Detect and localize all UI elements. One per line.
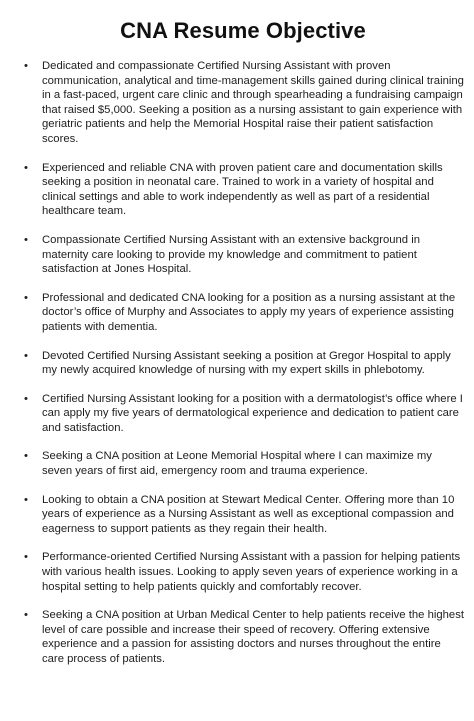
bullet-icon: • xyxy=(24,60,28,72)
bullet-icon: • xyxy=(24,392,28,405)
objective-text: Devoted Certified Nursing Assistant seeking a position at Gregor Hospital to apply my newly acquired knowledge of nursing with my expert skills in phlebotomy. xyxy=(42,349,451,377)
bullet-icon: • xyxy=(24,233,28,246)
page-title: CNA Resume Objective xyxy=(120,18,366,43)
bullet-icon: • xyxy=(24,291,28,304)
bullet-icon: • xyxy=(24,161,28,174)
list-item xyxy=(22,349,464,378)
objective-text: Dedicated and compassionate Certified Nursing Assistant with proven communication, analytical and time-management skills gained during clinical training in a fast-paced, urgent care clinic and through spearheading a fundraising campaign that raised $5,000. Seeking a position as a nursing assistant to gain experience with geriatric patients and help the Memorial Hospital raise their patient satisfaction scores. xyxy=(42,60,464,145)
objective-text: Professional and dedicated CNA looking for a position as a nursing assistant at the doctor’s office of Murphy and Associates to apply my years of experience assisting patients with dementia. xyxy=(42,291,456,333)
objective-text: Performance-oriented Certified Nursing Assistant with a passion for helping patients with various health issues. Looking to apply seven years of experience working in a hospital setting to help patients quickly and comfortably recover. xyxy=(42,551,461,593)
list-item xyxy=(22,59,464,147)
objective-text: Compassionate Certified Nursing Assistant with an extensive background in maternity care looking to provide my knowledge and commitment to patient satisfaction at Jones Hospital. xyxy=(42,233,421,276)
list-item xyxy=(22,161,464,219)
objective-text: Seeking a CNA position at Urban Medical Center to help patients receive the highest level of care possible and increase their speed of recovery. Offering extensive experience and a passion for assisting doctors and nurses throughout the entire care process of patients. xyxy=(42,609,464,665)
bullet-icon: • xyxy=(24,493,28,506)
objective-text: Experienced and reliable CNA with proven patient care and documentation skills seeking a position in neonatal care. Trained to work in a variety of hospital and clinical settings and able to work independently as well as part of a residential healthcare team. xyxy=(42,161,443,218)
objective-text: Seeking a CNA position at Leone Memorial Hospital where I can maximize my seven years of first aid, emergency room and trauma experience. xyxy=(42,450,432,478)
list-item xyxy=(22,608,464,666)
list-item xyxy=(22,392,464,436)
list-item xyxy=(22,233,464,277)
list-item xyxy=(22,493,464,537)
objective-list xyxy=(22,59,464,667)
bullet-icon: • xyxy=(24,551,28,564)
bullet-icon: • xyxy=(24,349,28,362)
list-item xyxy=(22,291,464,335)
list-item xyxy=(22,449,464,478)
objective-text: Looking to obtain a CNA position at Stewart Medical Center. Offering more than 10 years of experience as a Nursing Assistant as well as exceptional compassion and eagerness to support patients as they regain their health. xyxy=(42,493,455,535)
bullet-icon: • xyxy=(24,609,28,622)
objective-text: Certified Nursing Assistant looking for a position with a dermatologist’s office where I can apply my five years of dermatological experience and dedication to patient care and satisfaction. xyxy=(42,392,463,434)
bullet-icon: • xyxy=(24,450,28,463)
list-item xyxy=(22,550,464,594)
